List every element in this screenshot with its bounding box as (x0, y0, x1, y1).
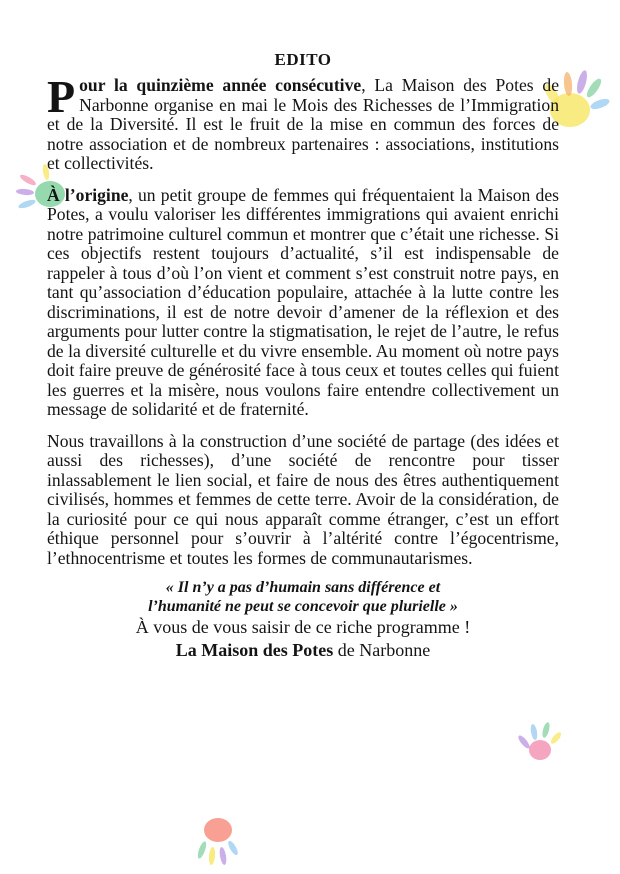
paragraph-origin (47, 186, 559, 420)
paragraph-society (47, 432, 559, 569)
intro-text: , La Maison des Potes de Narbonne organise en mai le Mois des Richesses de l’Immigration et de la Diversité. Il est le fruit de la mise en commun des forces de notre association et de nombreux partenaires : associations, institutions et collectivités. (47, 75, 560, 173)
handprint-pink-icon (514, 718, 564, 768)
origin-lead: À l’origine (47, 184, 129, 205)
paragraph-intro (47, 71, 560, 174)
drop-cap: P (47, 71, 76, 122)
origin-text: , un petit groupe de femmes qui fréquentaient la Maison des Potes, a voulu valoriser les différentes immigrations qui avaient enrichi notre patrimoine culturel commun et montrer que c’était une richesse. Si ces objectifs restent toujours d’actualité, s’il est indispensable de rappeler à tous d’où l’on vient et comment s’est construit notre pays, en tant qu’association d’éducation populaire, attachée à la lutte contre les discriminations, il est de notre devoir d’amener de la réflexion et des arguments pour lutter contre la stigmatisation, le rejet de l’autre, le refus de la diversité culturelle et du vivre ensemble. Au moment où notre pays doit faire preuve de générosité face à tous ceux et toutes celles qui fuient les guerres et la misère, nous voulons faire entendre collectivement un message de solidarité et de fraternité. (47, 184, 559, 419)
edito-page (47, 50, 559, 662)
page-title: EDITO (274, 50, 332, 69)
intro-lead: our la quinzième année consécutive (79, 75, 362, 95)
call-to-action: À vous de vous saisir de ce riche programme ! (135, 617, 471, 637)
signature-org: La Maison des Potes (175, 640, 334, 660)
closing-block (47, 578, 559, 662)
signature-city: de Narbonne (333, 640, 431, 660)
signature (47, 638, 559, 662)
society-text: Nous travaillons à la construction d’une société de partage (des idées et aussi des richesses), d’une société de rencontre pour tisser inlassablement le lien social, et faire de nous des êtres authentiquement civilisés, hommes et femmes de cette terre. Avoir de la considération, de la curiosité pour ce qui nous apparaît comme étranger, c’est un effort éthique personnel pour s’ouvrir à l’altérité contre l’égocentrisme, l’ethnocentrisme et toutes les formes de communautarismes. (47, 430, 559, 568)
quote-line-1: « Il n’y a pas d’humain sans différence et (165, 579, 441, 596)
quote-line-2: l’humanité ne peut se concevoir que plurielle » (148, 598, 458, 615)
handprint-coral-icon (188, 808, 246, 870)
